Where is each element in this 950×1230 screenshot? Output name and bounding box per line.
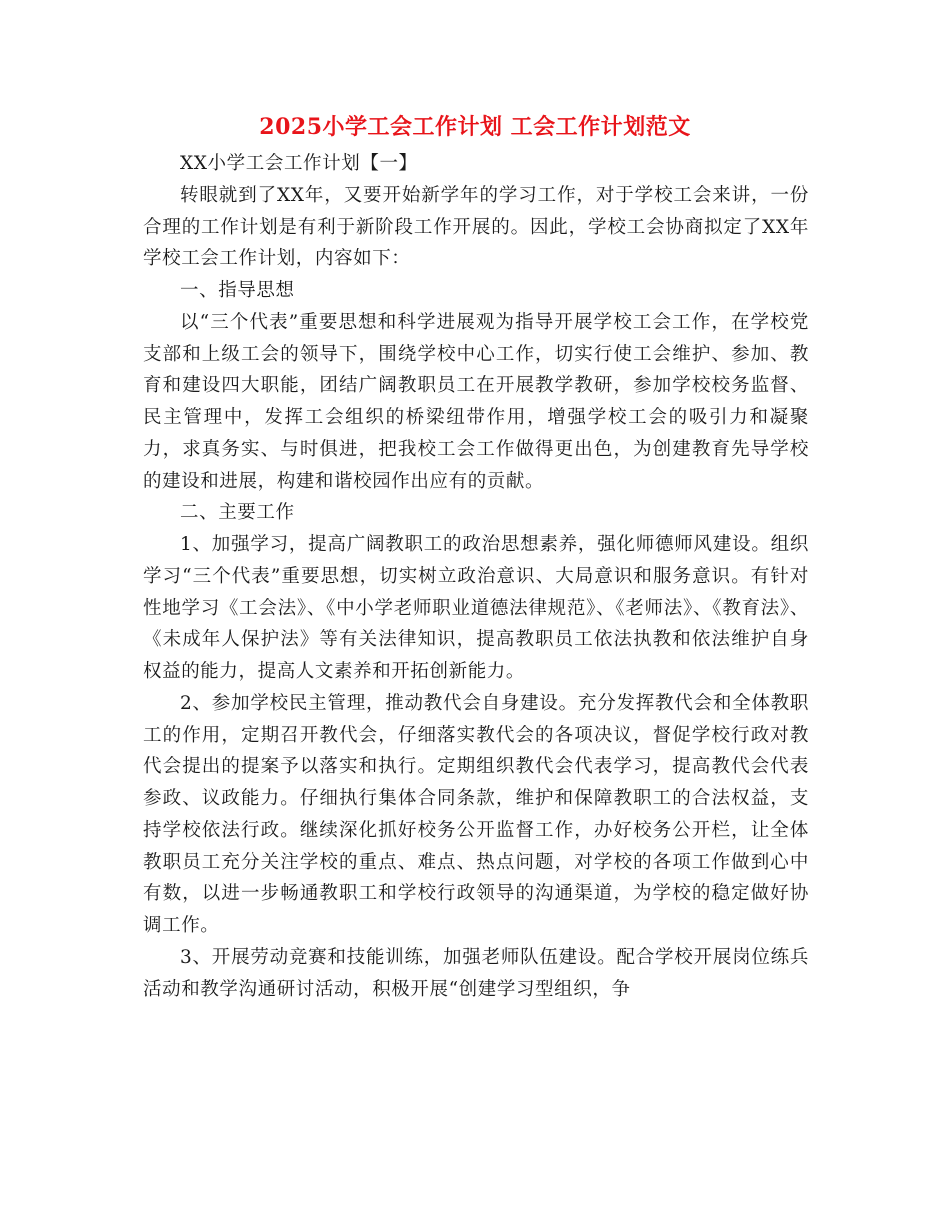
paragraph: 以“三个代表”重要思想和科学进展观为指导开展学校工会工作，在学校党支部和上级工会的领导下，围绕学校中心工作，切实行使工会维护、参加、教育和建设四大职能，团结广阔教职员工在开展教学教研，参加学校校务监督、民主管理中，发挥工会组织的桥梁纽带作用，增强学校工会的吸引力和凝聚力，求真务实、与时俱进，把我校工会工作做得更出色，为创建教育先导学校的建设和进展，构建和谐校园作出应有的贡献。 [143, 311, 809, 492]
paragraph: 1、加强学习，提高广阔教职工的政治思想素养，强化师德师风建设。组织学习“三个代表”重要思想，切实树立政治意识、大局意识和服务意识。有针对性地学习《工会法》、《中小学老师职业道德法律规范》、《老师法》、《教育法》、《未成年人保护法》等有关法律知识，提高教职员工依法执教和依法维护自身权益的能力，提高人文素养和开拓创新能力。 [143, 534, 809, 682]
section-heading: 二、主要工作 [180, 502, 295, 524]
paragraph: 3、开展劳动竞赛和技能训练，加强老师队伍建设。配合学校开展岗位练兵活动和教学沟通研讨活动，积极开展“创建学习型组织，争 [143, 946, 809, 1000]
section-heading: 一、指导思想 [180, 280, 295, 301]
paragraph: 2、参加学校民主管理，推动教代会自身建设。充分发挥教代会和全体教职工的作用，定期召开教代会，仔细落实教代会的各项决议，督促学校行政对教代会提出的提案予以落实和执行。定期组织教代会代表学习，提高教代会代表参政、议政能力。仔细执行集体合同条款，维护和保障教职工的合法权益，支持学校依法行政。继续深化抓好校务公开监督工作，办好校务公开栏，让全体教职员工充分关注学校的重点、难点、热点问题，对学校的各项工作做到心中有数，以进一步畅通教职工和学校行政领导的沟通渠道，为学校的稳定做好协调工作。 [143, 692, 809, 936]
section-heading: XX小学工会工作计划【一】 [180, 153, 418, 174]
document-title: 2025小学工会工作计划 工会工作计划范文 [259, 114, 691, 140]
document-body [143, 148, 809, 1005]
paragraph: 转眼就到了XX年，又要开始新学年的学习工作，对于学校工会来讲，一份合理的工作计划是有利于新阶段工作开展的。因此，学校工会协商拟定了XX年学校工会工作计划，内容如下： [143, 184, 809, 270]
